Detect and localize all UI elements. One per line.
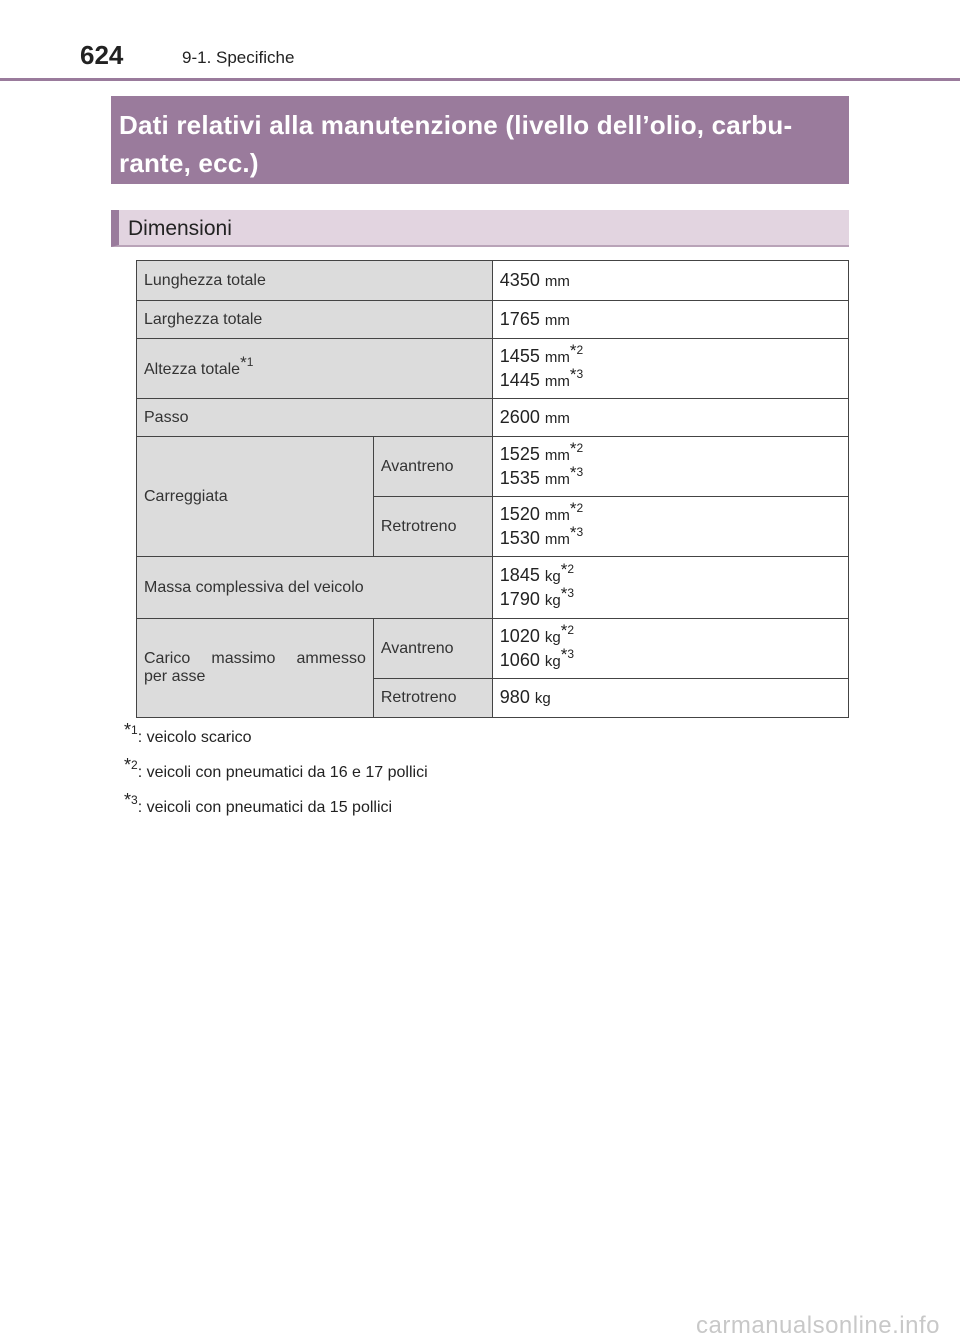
value-number: 4350	[499, 269, 540, 290]
footnote-3: *$^3$: veicoli con pneumatici da 15 pollici	[124, 790, 393, 816]
value-lunghezza	[492, 261, 848, 301]
table-row	[137, 261, 849, 301]
table-row	[137, 399, 849, 437]
value-line: 1530 mm*$^3$	[499, 522, 584, 548]
label-carico-line-2: per asse	[144, 668, 206, 685]
table-row	[137, 557, 849, 619]
watermark: carmanualsonline.info	[696, 1312, 940, 1339]
header-rule	[0, 78, 960, 81]
value-altezza	[492, 339, 848, 399]
footnote-number: 1	[246, 354, 254, 369]
table-row	[137, 339, 849, 399]
value-massa	[492, 557, 848, 619]
footnotes	[124, 720, 428, 831]
value-line: 1455 mm*$^2$	[499, 340, 584, 366]
section-title: 9-1. Specifiche	[182, 48, 295, 67]
value-unit: mm	[544, 272, 570, 290]
footnote-2: *$^2$: veicoli con pneumatici da 16 e 17 pollici	[124, 755, 428, 781]
label-carreggiata: Carreggiata	[137, 437, 374, 557]
value-number: 2600	[499, 406, 540, 427]
chapter-title-line-2: rante, ecc.)	[119, 148, 259, 178]
value-unit: kg	[534, 690, 551, 707]
chapter-title-line-1: Dati relativi alla manutenzione (livello dell’olio, carbu-	[119, 110, 793, 140]
label-carico-line-1: Carico massimo ammesso	[144, 650, 366, 667]
value-line: 1060 kg*$^3$	[499, 644, 575, 670]
value-line: 1790 kg*$^3$	[499, 583, 575, 609]
value-line: 1020 kg*$^2$	[499, 620, 575, 646]
value-line: 1445 mm*$^3$	[499, 364, 584, 390]
value-unit: mm	[544, 409, 570, 427]
value-line: 1520 mm*$^2$	[499, 498, 584, 524]
value-carico-avantreno	[492, 619, 848, 679]
label-altezza	[137, 339, 493, 399]
label-lunghezza: Lunghezza totale	[137, 261, 493, 301]
dimensions-table	[136, 260, 849, 718]
value-carreggiata-retrotreno	[492, 497, 848, 557]
page-number: 624	[80, 40, 124, 70]
label-massa: Massa complessiva del veicolo	[137, 557, 493, 619]
label-carreggiata-avantreno: Avantreno	[373, 437, 492, 497]
value-line: 1525 mm*$^2$	[499, 438, 584, 464]
table-row	[137, 437, 849, 497]
value-number: 980	[499, 687, 530, 707]
value-line: 1535 mm*$^3$	[499, 462, 584, 488]
label-carico-retrotreno: Retrotreno	[373, 679, 492, 718]
label-larghezza: Larghezza totale	[137, 301, 493, 339]
value-line: 1845 kg*$^2$	[499, 559, 575, 585]
value-carreggiata-avantreno	[492, 437, 848, 497]
footnote-marker: *	[240, 352, 247, 372]
label-passo: Passo	[137, 399, 493, 437]
chapter-title-box	[111, 96, 849, 184]
subheading-box	[111, 210, 849, 247]
table-row	[137, 619, 849, 679]
label-carreggiata-retrotreno: Retrotreno	[373, 497, 492, 557]
value-unit: mm	[544, 311, 570, 329]
value-number: 1765	[499, 308, 540, 329]
label-text: Altezza totale	[144, 360, 241, 378]
value-larghezza	[492, 301, 848, 339]
label-carico-avantreno: Avantreno	[373, 619, 492, 679]
label-carico	[137, 619, 374, 718]
footnote-1: *$^1$: veicolo scarico	[124, 720, 252, 746]
value-carico-retrotreno	[492, 679, 848, 718]
value-passo	[492, 399, 848, 437]
table-row	[137, 301, 849, 339]
subheading: Dimensioni	[128, 217, 232, 240]
